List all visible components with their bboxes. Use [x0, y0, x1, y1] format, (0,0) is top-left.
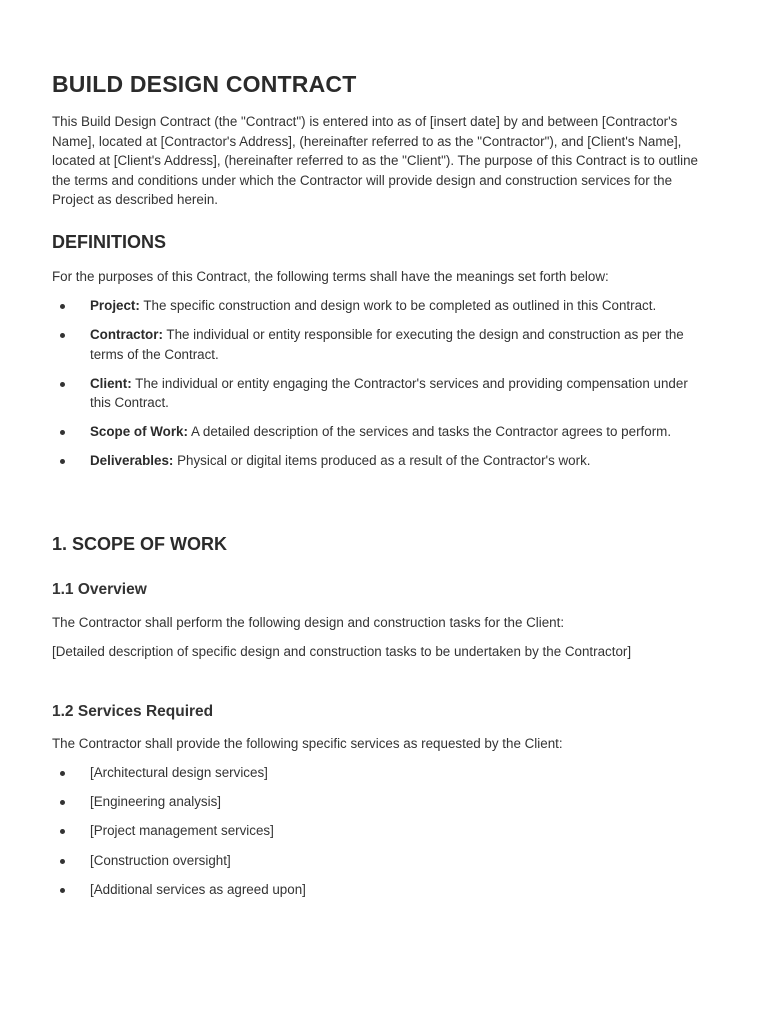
- definitions-list: [52, 296, 712, 480]
- definition-text: The specific construction and design work to be completed as outlined in this Contract.: [143, 298, 657, 313]
- definition-term: Client:: [90, 375, 132, 391]
- service-text: [Architectural design services]: [90, 765, 268, 780]
- intro-paragraph: This Build Design Contract (the "Contract") is entered into as of [insert date] by and between [Contractor's Name], located at [Contractor's Address], (hereinafter referred to as the "Contractor"), and [Client's Name], located at [Client's Address], (hereinafter referred to as the "Client"). The purpose of this Contract is to outline the terms and conditions under which the Contractor will provide design and construction services for the Project as described herein.: [52, 114, 698, 207]
- scope-heading: 1. SCOPE OF WORK: [52, 534, 228, 554]
- list-item: [52, 763, 712, 783]
- document-title: BUILD DESIGN CONTRACT: [52, 71, 357, 97]
- service-text: [Construction oversight]: [90, 852, 231, 868]
- list-item: [52, 422, 712, 442]
- list-item: [52, 296, 712, 316]
- list-item: [52, 451, 712, 471]
- definition-text: The individual or entity responsible for executing the design and construction as per the terms of the Contract.: [90, 327, 684, 362]
- definition-term: Scope of Work:: [90, 424, 188, 439]
- bullet-icon: [60, 304, 65, 309]
- list-item: [52, 374, 712, 413]
- definition-term: Deliverables:: [90, 453, 174, 468]
- bullet-icon: [60, 800, 65, 805]
- definitions-heading: DEFINITIONS: [52, 232, 167, 252]
- bullet-icon: [60, 382, 65, 387]
- bullet-icon: [60, 829, 65, 834]
- definitions-lead: For the purposes of this Contract, the following terms shall have the meanings set forth below:: [52, 269, 609, 284]
- service-text: [Additional services as agreed upon]: [90, 881, 306, 897]
- overview-heading: 1.1 Overview: [52, 581, 147, 598]
- service-text: [Engineering analysis]: [90, 794, 222, 810]
- definition-text: The individual or entity engaging the Contractor's services and providing compensation under this Contract.: [90, 375, 688, 410]
- overview-placeholder: [Detailed description of specific design and construction tasks to be undertaken by the Contractor]: [52, 644, 632, 659]
- services-heading: 1.2 Services Required: [52, 703, 214, 720]
- definition-text: Physical or digital items produced as a result of the Contractor's work.: [177, 453, 591, 468]
- services-lead: The Contractor shall provide the following specific services as requested by the Client:: [52, 736, 563, 751]
- overview-lead: The Contractor shall perform the following design and construction tasks for the Client:: [52, 615, 565, 630]
- list-item: [52, 792, 712, 812]
- list-item: [52, 880, 712, 900]
- bullet-icon: [60, 333, 65, 338]
- services-list: [52, 763, 712, 909]
- bullet-icon: [60, 459, 65, 464]
- list-item: [52, 821, 712, 841]
- definition-text: A detailed description of the services and tasks the Contractor agrees to perform.: [190, 424, 672, 439]
- list-item: [52, 325, 712, 364]
- list-item: [52, 851, 712, 871]
- definition-term: Project:: [90, 298, 140, 313]
- definition-term: Contractor:: [90, 327, 163, 342]
- bullet-icon: [60, 859, 65, 864]
- bullet-icon: [60, 771, 65, 776]
- bullet-icon: [60, 888, 65, 893]
- service-text: [Project management services]: [90, 823, 274, 839]
- bullet-icon: [60, 430, 65, 435]
